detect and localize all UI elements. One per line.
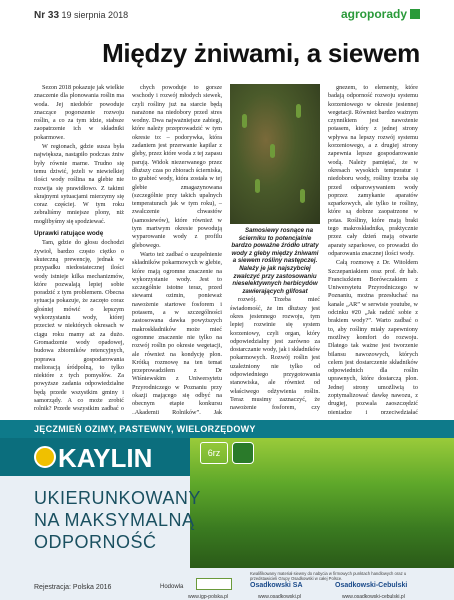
paragraph: W regionach, gdzie susza była największa, nastąpiło podczas żniw były równie marne. Trudno się temu dziwić, jeżeli w niewielkiej ilości wody roślina na glebie nie rozwija się prawidłowo. Z takimi skrajnymi sytuacjami mierzymy się coraz częściej. W tym roku zebraliśmy mniejsze plony, niż moglibyśmy się spodziewać. (34, 143, 124, 225)
column-1 (34, 84, 124, 414)
column-4 (328, 84, 418, 414)
brand-name: agroporady (340, 7, 407, 21)
partner-logo-osadkowski: Osadkowski SA (250, 582, 303, 589)
igp-logo-icon (196, 578, 232, 590)
sprout-shape (300, 189, 305, 203)
sprout-shape (270, 144, 275, 158)
ad-product-panel (0, 438, 190, 476)
paragraph: chych powoduje to gorsze wschody i rozwój młodych siewek, czyli rośliny już na starcie będą narażone na niedobory przed stres wodny. Dwa najważniejsze zabiegi, które należy przeprowadzić w tym okresie to: – podorywka, która zadaniem jest przerwanie kapilar z gleby, przez które woda z tej zapasu parują. Widok niezerwanego przez dłuższy czas po zbiorach ścierniska, to grabieć wody, która została w tej glebie zmagazynowana (szczególnie przy takich upalnych temperaturach jak w tym roku), – zwalczenie chwastów (samosiewów), które również w tym martwym okresie powodują wyparowanie wody z profilu glebowego. (132, 84, 222, 249)
issue-date: 19 sierpnia 2018 (61, 10, 129, 20)
page-header (0, 0, 454, 28)
ad-row-badge: 6rz (200, 442, 228, 464)
sprout-shape (255, 179, 260, 193)
paragraph: Sezon 2018 pokazuje jak wielkie znaczenie dla plonowania roślin ma woda. Jej niedobór powoduje znaczące pogorszenie rozwoju roślin, a co za tym idzie, stabsze zaopatrzenie ich w składniki pokarmowe. (34, 84, 124, 141)
ad-url-osadkowski[interactable]: www.osadkowski.pl (258, 594, 302, 600)
issue-info (34, 10, 128, 21)
sprout-shape (296, 104, 301, 118)
brand-logo (341, 7, 420, 21)
sprout-shape (242, 114, 247, 128)
article-title: Między żniwami, a siewem (102, 38, 420, 68)
advertisement (0, 420, 454, 600)
partner-logo-osadkowski-cebulski: Osadkowski-Cebulski (335, 582, 408, 589)
ad-headline-2: NA MAKSYMALNĄ (34, 510, 195, 530)
article-body (34, 84, 420, 414)
ad-slogan: JĘCZMIEŃ OZIMY, PASTEWNY, WIELORZĘDOWY (34, 424, 256, 434)
ad-product-name: KAYLIN (58, 443, 153, 473)
paragraph: Całą rozmowę z Dr. Witoldem Szczepaniakiem oraz prof. dr hab. Franciszkiem Borówczakiem z Uniwersytetu Przyrodniczego w Poznaniu, można przesłuchać na kanale „AR” w serwisie youtube, w odcinku #20 „Jak radzić sobie z brakiem wody?”. Warto zadbać o to, aby rośliny miały zapewniony możliwy komfort do rozwoju. Dlatego tak ważne jest tworzenie bilansu nawozowych, których celem jest dostarczenie składników odpowiednich dla roślin uprawnych, które dostarczą plon. Jednej strony umożliwią to zoptymalizować dawkę nawozu, z drugiej, pozwala zaoszczędzić pieniądze i przeciwdziałać (328, 259, 418, 414)
issue-number: Nr 33 (34, 10, 60, 21)
ad-field-photo (190, 438, 454, 568)
ad-url-igp[interactable]: www.igp-polska.pl (188, 594, 229, 600)
paragraph: gnezem, to elementy, które badają odporność rozwoju systemu korzeniowego w okresie jesiennej wegetacji. Również bardzo ważnym czynnikiem jest nawożenie potasem, który z jednej strony wpływa na lepszy rozwój systemu korzeniowego, a z drugiej strony zapewnia lepsze gospodarowanie wodą. Należy pamiętać, że w okresach wysokich temperatur i niedoboru wody, rośliny trzeba się przed odparowywaniem wody poprzez zamykanie aparatów szparkowych, ale tylko te rośliny, które są dobrze zaopatrzone w potas. Rośliny, które mają braki tego makroskładnika, praktycznie przez cały dzień mają otwarte aparaty szparkowe, co prowadzi do odparowania znacznej ilości wody. (328, 84, 418, 257)
photo-caption: Samosiewy rosnące na ścierniku to potencjalnie bardzo poważne źródło utraty wody z gleby między żniwami a siewem rośliny następczej. Należy je jak najszybciej zwalczyć przy zastosowaniu nieselektywnych herbicydów zawierających glifosat (231, 227, 319, 295)
article-photo (230, 84, 320, 224)
paragraph: Tam, gdzie do głosu dochodzi żywioł, bardzo często ciężko o skuteczną prewencję, jednak w przypadku niedostatecznej ilości wody istnieje kilka mechanizmów, które pozwalają lepiej sobie poradzić z tym problemem. Obecna sytuacja pokazuje, że zaczęto coraz głośniej mówić o lepszym wykorzystaniu wody, której przecież w niektórych okresach w ciągu roku mamy aż za dużo. Gromadzenie wody opadowej, budowa zbiorników retencyjnych, poprawa gospodarowania melioracją śródpolną, to tylko niektóre z tych pomysłów. Za powyższe zadania odpowiedzialne będą przede wszystkim gminy i samorządy. A co może zrobić rolnik? Przede wszystkim zadbać o (34, 239, 124, 413)
ad-headline-1: UKIERUNKOWANY (34, 488, 201, 508)
ad-breeder-label: Hodowla (160, 584, 184, 590)
brand-mark-icon (410, 9, 420, 19)
bear-icon (232, 442, 254, 464)
ad-url-osadkowski-cebulski[interactable]: www.osadkowski-cebulski.pl (342, 594, 405, 600)
paragraph: rozwój. Trzeba mieć świadomość, że im dłuższy jest okres jesiennego rozwoju, tym lepiej rozwinie się system korzeniowy, czyli organ, który odpowiedzialny jest zarówno za dostarczanie wody, jak i składników pokarmowych. Rozwój roślin jest uzależniony nie tylko od odpowiedniego przygotowania stanowiska, ale również od właściwego odżywienia roślin. Teraz musimy zaznaczyć, że nawożenie fosforem, czy (230, 296, 320, 412)
column-2 (132, 84, 222, 414)
ad-fine-print: Kwalifikowany materiał siewny do nabycia w firmowych punktach handlowych oraz u przedstawicieli Grupy Osadkowski w całej Polsce. (250, 571, 407, 581)
ad-registration: Rejestracja: Polska 2016 (34, 584, 112, 591)
ad-headline-3: ODPORNOŚĆ (34, 532, 157, 552)
product-logo-icon (34, 446, 56, 468)
column-3 (230, 84, 320, 414)
section-heading: Uprawki ratujące wodę (34, 230, 104, 238)
paragraph: Warto też zadbać o uzupełnienie składników pokarmowych w glebie, które mają ogromne znaczenie na wykorzystanie wody. Jest to szczególnie istotne teraz, przed siewami ozimin, ponieważ nawożenie startowe fosforem i potasem, a w szczególności zastosowana dawka powyższych makroskładników może mieć ogromne znaczenie nie tylko na rozwój roślin po okresie wegetacji, ale również na kondycję plon. Krótką rozmowę na ten temat przeprowadziłem z Dr Wiśniewskim z Uniwersytetu Przyrodniczego w Poznaniu przy okazji mającego się odbyć na obecnym etapie konkursu „Akademii Rolników”. Jak (132, 250, 222, 414)
